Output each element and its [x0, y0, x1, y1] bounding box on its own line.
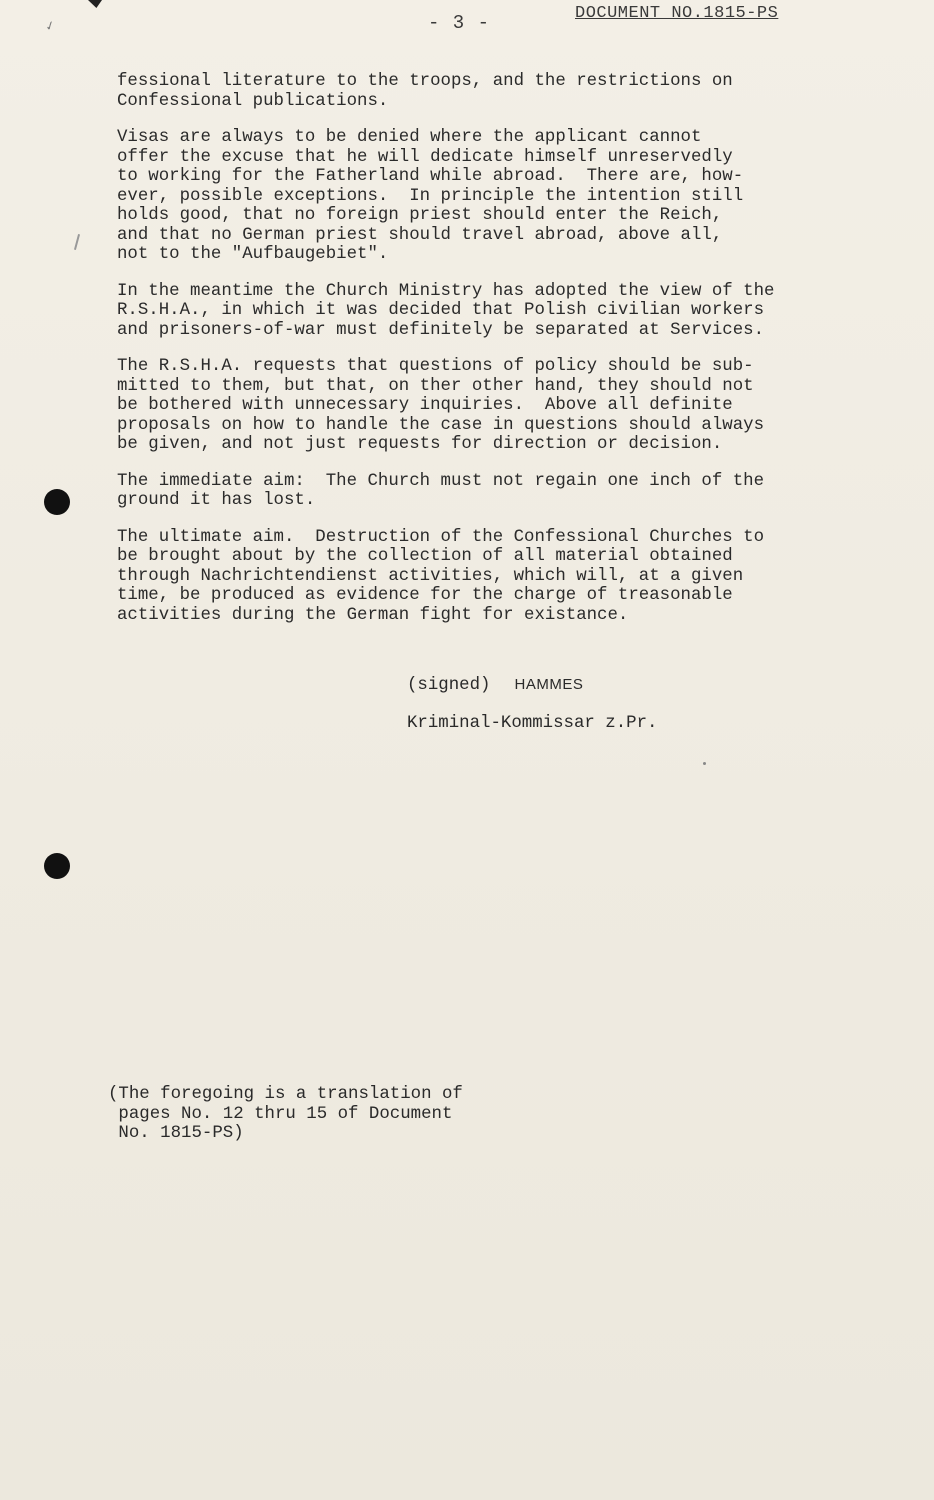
paragraph-rsha-requests: The R.S.H.A. requests that questions of policy should be sub- mitted to them, but that, on ther other hand, they should not be bothered with unnecessary inquiries. Above all definite proposals on how to handle the case in questions should always be given, and not just requests for direction or decision. [117, 357, 765, 454]
paragraph-immediate-aim: The immediate aim: The Church must not regain one inch of the ground it has lost. [117, 471, 765, 510]
stray-ink-dot [703, 762, 706, 765]
paragraph-church-ministry: In the meantime the Church Ministry has adopted the view of the R.S.H.A., in which it was decided that Polish civilian workers and prisoners-of-war must definitely be separated at Services. [117, 281, 775, 340]
signed-label: (signed) [407, 676, 491, 695]
punch-hole-icon [44, 853, 70, 879]
translation-footnote: (The foregoing is a translation of pages No. 12 thru 15 of Document No. 1815-PS) [108, 1085, 463, 1143]
corner-ink-mark [88, 0, 102, 8]
paragraph-confessional-literature: fessional literature to the troops, and the restrictions on Confessional publications. [117, 72, 733, 111]
paragraph-visas: Visas are always to be denied where the applicant cannot offer the excuse that he will dedicate himself unreservedly to working for the Fatherland while abroad. There are, how- ever, possible exceptions. In principle the intention still holds good, that no foreign priest should enter the Reich, and that no German priest should travel abroad, above all, not to the "Aufbaugebiet". [117, 128, 744, 264]
margin-pencil-mark [74, 234, 80, 250]
punch-hole-icon [44, 489, 70, 515]
page-number: - 3 - [428, 12, 491, 34]
document-reference: DOCUMENT NO.1815-PS [575, 4, 779, 23]
signatory-name: HAMMES [514, 676, 584, 693]
margin-check-mark: ✓ [43, 18, 58, 36]
body-text [117, 72, 877, 642]
paragraph-ultimate-aim: The ultimate aim. Destruction of the Confessional Churches to be brought about by the collection of all material obtained through Nachrichtendienst activities, which will, at a given time, be produced as evidence for the charge of treasonable activities during the German fight for existance. [117, 527, 765, 625]
signatory-title: Kriminal-Kommissar z.Pr. [407, 714, 658, 733]
signature-line [407, 676, 583, 695]
